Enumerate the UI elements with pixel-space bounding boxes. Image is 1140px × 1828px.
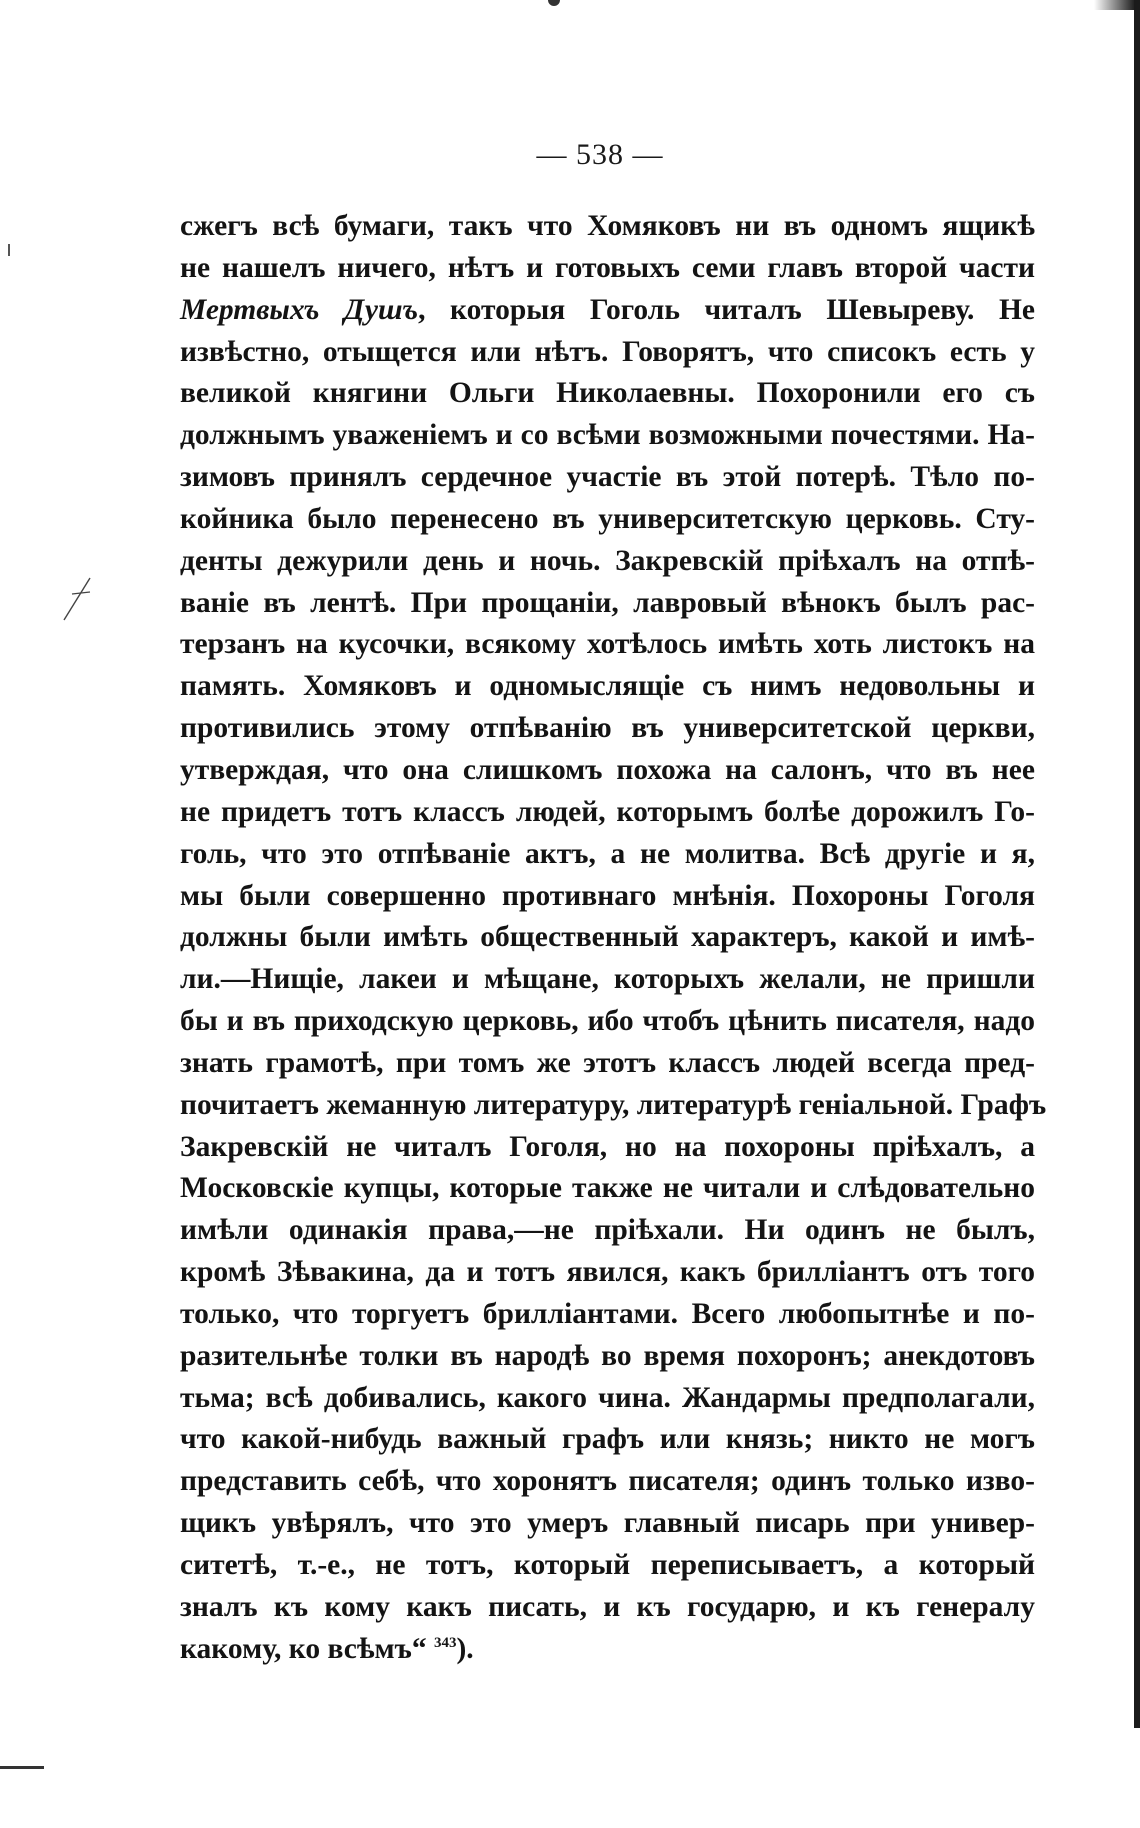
text-line: терзанъ на кусочки, всякому хотѣлось имѣть хоть листокъ на [180,628,1035,661]
text-line: денты дежурили день и ночь. Закревскій пріѣхалъ на отпѣ- [180,544,1035,577]
text-line: должны были имѣть общественный характеръ, какой и имѣ- [180,921,1035,954]
text-line: ли.—Нищіе, лакеи и мѣщане, которыхъ желали, не пришли [180,963,1035,996]
text-line: тьма; всѣ добивались, какого чина. Жандармы предполагали, [180,1381,1035,1414]
text-line: ваніе въ лентѣ. При прощаніи, лавровый вѣнокъ былъ рас- [180,586,1035,619]
text-line: кромѣ Зѣвакина, да и тотъ явился, какъ бриллiантъ отъ того [180,1256,1035,1289]
scan-artifact-bottom-left [0,1766,44,1769]
text-line: память. Хомяковъ и одномыслящіе съ нимъ недовольны и [180,670,1035,703]
text-line: Московскіе купцы, которые также не читали и слѣдовательно [180,1172,1035,1205]
text-line: противились этому отпѣванію въ университетской церкви, [180,712,1035,745]
text-line: бы и въ приходскую церковь, ибо чтобъ цѣнить писателя, надо [180,1005,1035,1038]
scan-page-edge [1134,0,1140,1728]
text-line: мы были совершенно противнаго мнѣнія. Похороны Гоголя [180,879,1035,912]
footnote-reference[interactable]: 343 [433,1634,457,1651]
italic-title: Мертвыхъ Душъ [180,293,419,326]
text-line: что какой-нибудь важный графъ или князь; никто не могъ [180,1423,1035,1456]
text-line: великой княгини Ольги Николаевны. Похоронили его съ [180,377,1035,410]
text-line: должнымъ уваженіемъ и со всѣми возможными почестями. На- [180,419,1035,452]
text-line: ситетѣ, т.-е., не тотъ, который переписываетъ, а который [180,1549,1035,1581]
text-line: почитаетъ жеманную литературу, литературѣ геніальной. Графъ [180,1088,1047,1121]
text-line [180,290,1035,332]
text-line: извѣстно, отыщется или нѣтъ. Говорятъ, что списокъ есть у [180,335,1035,368]
margin-pencil-mark [62,574,92,624]
text-line: утверждая, что она слишкомъ похожа на салонъ, что въ нее [180,753,1035,786]
text-line: только, что торгуетъ брилліантами. Всего любопытнѣе и по- [180,1297,1035,1330]
text-line: Закревскій не читалъ Гоголя, но на похороны пріѣхалъ, а [180,1130,1035,1163]
text-line: не нашелъ ничего, нѣтъ и готовыхъ семи главъ второй части [180,251,1035,284]
text-line: сжегъ всѣ бумаги, такъ что Хомяковъ ни въ одномъ ящикѣ [180,210,1035,242]
scan-artifact-top [548,0,560,6]
text-line: знать грамотѣ, при томъ же этотъ классъ людей всегда пред- [180,1046,1035,1079]
text-span: , которыя Гоголь читалъ Шевыреву. Не [418,293,1035,326]
text-line: койника было перенесено въ университетскую церковь. Сту- [180,502,1035,535]
text-line: представить себѣ, что хоронятъ писателя; одинъ только изво- [180,1465,1035,1498]
body-text [180,206,1047,1671]
scan-artifact-left [8,244,10,256]
text-line: голь, что это отпѣваніе актъ, а не молитва. Всѣ другіе и я, [180,837,1035,870]
text-span: какому, ко всѣмъ“ [180,1632,434,1665]
text-line: разительнѣе толки въ народѣ во время похоронъ; анекдотовъ [180,1339,1035,1372]
scan-artifact-top-right [1094,0,1134,10]
page-number: — 538 — [536,138,664,171]
text-line: зналъ къ кому какъ писать, и къ государю, и къ генералу [180,1590,1035,1623]
text-line: зимовъ принялъ сердечное участіе въ этой потерѣ. Тѣло по- [180,461,1035,494]
text-line: щикъ увѣрялъ, что это умеръ главный писарь при универ- [180,1507,1035,1540]
text-span: ). [456,1632,474,1665]
text-line: имѣли одинакія права,—не пріѣхали. Ни одинъ не былъ, [180,1214,1035,1247]
text-line: не придетъ тотъ классъ людей, которымъ болѣе дорожилъ Го- [180,795,1035,828]
text-line-last [180,1629,1035,1671]
